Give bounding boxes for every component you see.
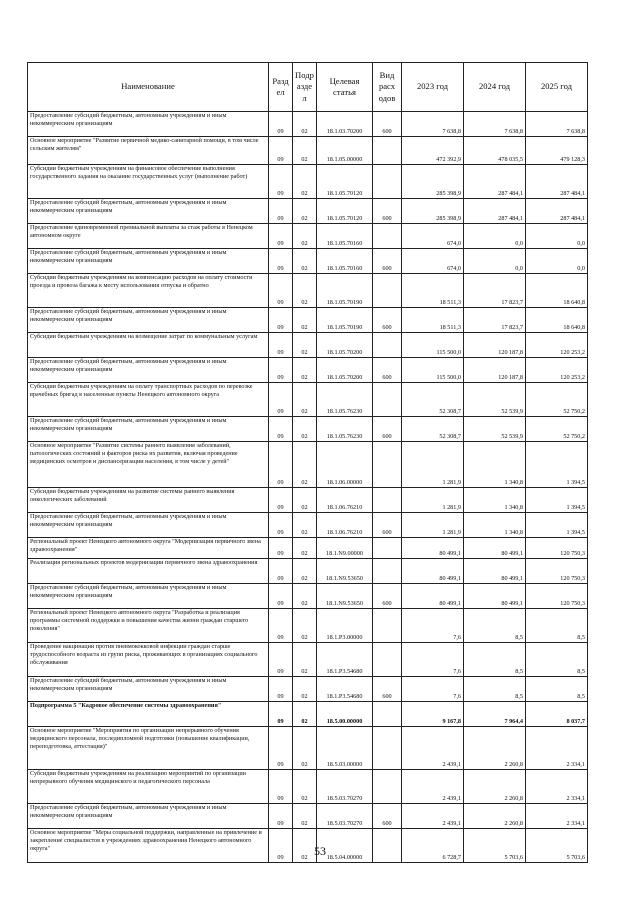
row-target-cell: 18.1.06.00000	[317, 442, 373, 488]
row-y2023-cell: 7 638,8	[402, 112, 464, 137]
table-row	[28, 308, 588, 333]
row-y2024-cell: 5 703,6	[464, 829, 526, 863]
row-razdel-cell: 09	[269, 727, 293, 770]
row-target-cell: 18.1.P3.54680	[317, 677, 373, 702]
row-razdel-cell: 09	[269, 770, 293, 804]
row-y2024-cell: 1 340,8	[464, 442, 526, 488]
row-vid-cell	[373, 770, 402, 804]
row-name-cell: Предоставление субсидий бюджетным, автономным учреждениям и иным некоммерческим организациям	[28, 804, 269, 829]
row-name-cell: Предоставление субсидий бюджетным, автономным учреждениям и иным некоммерческим организациям	[28, 308, 269, 333]
row-podrazdel-cell: 02	[293, 137, 317, 165]
row-vid-cell: 600	[373, 513, 402, 538]
row-y2025-cell: 0,0	[526, 249, 588, 274]
row-podrazdel-cell: 02	[293, 538, 317, 559]
row-y2025-cell: 18 640,8	[526, 308, 588, 333]
table-row	[28, 112, 588, 137]
row-y2023-cell: 285 398,9	[402, 199, 464, 224]
row-vid-cell: 600	[373, 112, 402, 137]
table-row	[28, 333, 588, 358]
row-razdel-cell: 09	[269, 804, 293, 829]
row-razdel-cell: 09	[269, 274, 293, 308]
row-podrazdel-cell: 02	[293, 488, 317, 513]
table-row	[28, 677, 588, 702]
row-target-cell: 18.1.05.70160	[317, 224, 373, 249]
header-target: Целевая статья	[317, 63, 373, 112]
row-vid-cell: 600	[373, 417, 402, 442]
row-target-cell: 18.1.P3.00000	[317, 609, 373, 643]
row-name-cell: Основное мероприятие "Мероприятия по организации непрерывного обучения медицинского персонала, последипломной подготовки (повышение квалификации, переподготовка, аттестация)"	[28, 727, 269, 770]
row-y2023-cell: 2 439,1	[402, 727, 464, 770]
row-razdel-cell: 09	[269, 488, 293, 513]
row-target-cell: 18.5.03.00000	[317, 727, 373, 770]
row-razdel-cell: 09	[269, 333, 293, 358]
row-y2025-cell: 7 638,8	[526, 112, 588, 137]
row-y2023-cell: 115 500,0	[402, 358, 464, 383]
row-y2024-cell: 1 340,8	[464, 513, 526, 538]
row-y2025-cell: 120 750,3	[526, 584, 588, 609]
row-y2024-cell: 7 964,4	[464, 702, 526, 727]
row-razdel-cell: 09	[269, 358, 293, 383]
row-razdel-cell: 09	[269, 442, 293, 488]
row-y2023-cell: 18 511,3	[402, 308, 464, 333]
row-razdel-cell: 09	[269, 609, 293, 643]
row-y2024-cell: 287 484,1	[464, 199, 526, 224]
row-y2024-cell: 287 484,1	[464, 165, 526, 199]
table-row	[28, 383, 588, 417]
row-vid-cell	[373, 383, 402, 417]
table-row	[28, 358, 588, 383]
table-row	[28, 249, 588, 274]
row-podrazdel-cell: 02	[293, 274, 317, 308]
row-y2025-cell: 52 750,2	[526, 417, 588, 442]
row-vid-cell: 600	[373, 308, 402, 333]
row-y2024-cell: 17 823,7	[464, 308, 526, 333]
row-name-cell: Основное мероприятие "Развитие первичной медико-санитарной помощи, в том числе сельским жителям"	[28, 137, 269, 165]
row-target-cell: 18.1.06.76210	[317, 488, 373, 513]
row-y2024-cell: 52 539,9	[464, 383, 526, 417]
row-vid-cell	[373, 165, 402, 199]
row-y2025-cell: 1 394,5	[526, 442, 588, 488]
row-name-cell: Субсидии бюджетным учреждениям на реализацию мероприятий по организации непрерывного обучения медицинского и педагогического персонала	[28, 770, 269, 804]
row-name-cell: Предоставление субсидий бюджетным, автономным учреждениям и иным некоммерческим организациям	[28, 199, 269, 224]
row-y2025-cell: 0,0	[526, 224, 588, 249]
row-y2024-cell: 8,5	[464, 643, 526, 677]
row-razdel-cell: 09	[269, 199, 293, 224]
row-y2023-cell: 1 281,9	[402, 513, 464, 538]
page-number: 53	[314, 844, 326, 858]
row-vid-cell	[373, 643, 402, 677]
row-y2025-cell: 8,5	[526, 677, 588, 702]
table-row	[28, 137, 588, 165]
table-row	[28, 538, 588, 559]
header-2024: 2024 год	[464, 63, 526, 112]
table-row	[28, 224, 588, 249]
row-target-cell: 18.5.03.70270	[317, 804, 373, 829]
row-target-cell: 18.1.N9.53650	[317, 584, 373, 609]
row-razdel-cell: 09	[269, 249, 293, 274]
row-y2024-cell: 80 499,1	[464, 538, 526, 559]
row-vid-cell	[373, 274, 402, 308]
row-razdel-cell: 09	[269, 165, 293, 199]
row-name-cell: Предоставление единовременной премиальной выплаты за стаж работы в Ненецком автономном округе	[28, 224, 269, 249]
row-podrazdel-cell: 02	[293, 358, 317, 383]
row-y2023-cell: 115 500,0	[402, 333, 464, 358]
row-y2023-cell: 52 308,7	[402, 417, 464, 442]
row-target-cell: 18.1.03.70200	[317, 112, 373, 137]
row-podrazdel-cell: 02	[293, 333, 317, 358]
row-target-cell: 18.1.05.00000	[317, 137, 373, 165]
row-y2024-cell: 120 187,8	[464, 333, 526, 358]
row-razdel-cell: 09	[269, 417, 293, 442]
row-name-cell: Субсидии бюджетным учреждениям на оплату транспортных расходов по перевозке врачебных бригад в населенные пункты Ненецкого автономного округа	[28, 383, 269, 417]
row-name-cell: Предоставление субсидий бюджетным, автономным учреждениям и иным некоммерческим организациям	[28, 417, 269, 442]
row-y2023-cell: 52 308,7	[402, 383, 464, 417]
row-y2023-cell: 80 499,1	[402, 538, 464, 559]
row-razdel-cell: 09	[269, 513, 293, 538]
row-y2025-cell: 479 128,3	[526, 137, 588, 165]
row-razdel-cell: 09	[269, 643, 293, 677]
row-y2024-cell: 80 499,1	[464, 559, 526, 584]
row-podrazdel-cell: 02	[293, 584, 317, 609]
budget-table	[27, 62, 588, 863]
row-y2024-cell: 120 187,8	[464, 358, 526, 383]
row-podrazdel-cell: 02	[293, 383, 317, 417]
row-y2024-cell: 478 035,5	[464, 137, 526, 165]
row-y2023-cell: 1 281,9	[402, 488, 464, 513]
row-target-cell: 18.1.05.70120	[317, 165, 373, 199]
row-podrazdel-cell: 02	[293, 165, 317, 199]
row-y2025-cell: 287 484,1	[526, 165, 588, 199]
row-vid-cell	[373, 559, 402, 584]
row-vid-cell: 600	[373, 584, 402, 609]
row-podrazdel-cell: 02	[293, 559, 317, 584]
row-y2025-cell: 5 703,6	[526, 829, 588, 863]
row-target-cell: 18.1.05.70160	[317, 249, 373, 274]
row-target-cell: 18.1.N9.53650	[317, 559, 373, 584]
row-y2024-cell: 0,0	[464, 249, 526, 274]
row-razdel-cell: 09	[269, 383, 293, 417]
row-name-cell: Субсидии бюджетным учреждениям на компенсацию расходов на оплату стоимости проезда и провоза багажа к месту использования отпуска и обратно	[28, 274, 269, 308]
row-name-cell: Основное мероприятие "Меры социальной поддержки, направленные на привлечение и закрепление специалистов в учреждениях здравоохранения Ненецкого автономного округа"	[28, 829, 269, 863]
row-y2025-cell: 120 750,3	[526, 559, 588, 584]
row-target-cell: 18.1.05.70190	[317, 308, 373, 333]
row-target-cell: 18.1.05.70200	[317, 358, 373, 383]
row-y2023-cell: 18 511,3	[402, 274, 464, 308]
table-row	[28, 702, 588, 727]
row-y2024-cell: 2 260,8	[464, 727, 526, 770]
row-podrazdel-cell: 02	[293, 417, 317, 442]
row-y2023-cell: 1 281,9	[402, 442, 464, 488]
row-razdel-cell: 09	[269, 559, 293, 584]
row-y2025-cell: 120 750,3	[526, 538, 588, 559]
row-vid-cell	[373, 488, 402, 513]
row-y2025-cell: 1 394,5	[526, 488, 588, 513]
row-podrazdel-cell: 02	[293, 199, 317, 224]
row-vid-cell: 600	[373, 677, 402, 702]
row-target-cell: 18.1.05.70200	[317, 333, 373, 358]
row-razdel-cell: 09	[269, 137, 293, 165]
row-name-cell: Проведение вакцинации против пневмококковой инфекции граждан старше трудоспособного возраста из групп риска, проживающих в организациях социального обслуживания	[28, 643, 269, 677]
row-target-cell: 18.1.05.76230	[317, 417, 373, 442]
header-2025: 2025 год	[526, 63, 588, 112]
row-podrazdel-cell: 02	[293, 308, 317, 333]
row-podrazdel-cell: 02	[293, 804, 317, 829]
row-name-cell: Основное мероприятие "Развитие системы раннего выявления заболеваний, патологических состояний и факторов риска их развития, включая проведение медицинских осмотров и диспансеризации населения, в том числе у детей"	[28, 442, 269, 488]
row-name-cell: Подпрограмма 5 "Кадровое обеспечение системы здравоохранения"	[28, 702, 269, 727]
row-y2023-cell: 80 499,1	[402, 584, 464, 609]
row-target-cell: 18.1.05.70120	[317, 199, 373, 224]
row-y2023-cell: 2 439,1	[402, 804, 464, 829]
row-name-cell: Предоставление субсидий бюджетным, автономным учреждениям и иным некоммерческим организациям	[28, 358, 269, 383]
row-y2024-cell: 52 539,9	[464, 417, 526, 442]
row-razdel-cell: 09	[269, 538, 293, 559]
row-vid-cell: 600	[373, 249, 402, 274]
row-y2023-cell: 674,0	[402, 249, 464, 274]
row-podrazdel-cell: 02	[293, 770, 317, 804]
row-razdel-cell: 09	[269, 677, 293, 702]
row-razdel-cell: 09	[269, 702, 293, 727]
row-y2025-cell: 120 253,2	[526, 358, 588, 383]
row-vid-cell	[373, 333, 402, 358]
row-razdel-cell: 09	[269, 112, 293, 137]
row-y2024-cell: 80 499,1	[464, 584, 526, 609]
row-vid-cell	[373, 702, 402, 727]
table-row	[28, 584, 588, 609]
row-y2025-cell: 52 750,2	[526, 383, 588, 417]
row-y2024-cell: 1 340,8	[464, 488, 526, 513]
header-name: Наименование	[28, 63, 269, 112]
row-y2025-cell: 8 037,7	[526, 702, 588, 727]
table-row	[28, 199, 588, 224]
row-name-cell: Региональный проект Ненецкого автономного округа "Разработка и реализация программы системной поддержки и повышения качества жизни граждан старшего поколения"	[28, 609, 269, 643]
row-y2024-cell: 0,0	[464, 224, 526, 249]
row-y2025-cell: 18 640,8	[526, 274, 588, 308]
row-vid-cell	[373, 727, 402, 770]
row-y2025-cell: 1 394,5	[526, 513, 588, 538]
table-body	[28, 112, 588, 863]
row-y2024-cell: 17 823,7	[464, 274, 526, 308]
row-y2023-cell: 6 728,7	[402, 829, 464, 863]
row-razdel-cell: 09	[269, 584, 293, 609]
row-vid-cell	[373, 538, 402, 559]
row-target-cell: 18.1.N9.00000	[317, 538, 373, 559]
row-name-cell: Субсидии бюджетным учреждениям на развитие системы раннего выявления онкологических заболеваний	[28, 488, 269, 513]
row-name-cell: Предоставление субсидий бюджетным, автономным учреждениям и иным некоммерческим организациям	[28, 513, 269, 538]
row-y2024-cell: 2 260,8	[464, 804, 526, 829]
row-name-cell: Региональный проект Ненецкого автономного округа "Модернизация первичного звена здравоохранения"	[28, 538, 269, 559]
row-name-cell: Реализация региональных проектов модернизации первичного звена здравоохранения	[28, 559, 269, 584]
table-row	[28, 442, 588, 488]
row-podrazdel-cell: 02	[293, 224, 317, 249]
row-name-cell: Субсидии бюджетным учреждениям на финансовое обеспечение выполнения государственного задания на оказание государственных услуг (выполнение работ)	[28, 165, 269, 199]
header-razdel: Разд ел	[269, 63, 293, 112]
row-podrazdel-cell: 02	[293, 702, 317, 727]
row-target-cell: 18.1.06.76210	[317, 513, 373, 538]
table-row	[28, 804, 588, 829]
row-y2025-cell: 287 484,1	[526, 199, 588, 224]
row-y2024-cell: 2 260,8	[464, 770, 526, 804]
row-y2023-cell: 9 167,8	[402, 702, 464, 727]
row-name-cell: Предоставление субсидий бюджетным, автономным учреждениям и иным некоммерческим организациям	[28, 249, 269, 274]
row-vid-cell: 600	[373, 358, 402, 383]
row-y2024-cell: 8,5	[464, 609, 526, 643]
row-vid-cell: 600	[373, 804, 402, 829]
row-razdel-cell: 09	[269, 829, 293, 863]
row-vid-cell	[373, 609, 402, 643]
row-y2023-cell: 285 398,9	[402, 165, 464, 199]
row-y2024-cell: 8,5	[464, 677, 526, 702]
row-vid-cell	[373, 442, 402, 488]
row-target-cell: 18.5.00.00000	[317, 702, 373, 727]
row-podrazdel-cell: 02	[293, 677, 317, 702]
row-y2023-cell: 7,6	[402, 609, 464, 643]
table-row	[28, 770, 588, 804]
row-podrazdel-cell: 02	[293, 829, 317, 863]
row-target-cell: 18.5.03.70270	[317, 770, 373, 804]
row-target-cell: 18.1.05.70190	[317, 274, 373, 308]
table-row	[28, 513, 588, 538]
table-row	[28, 559, 588, 584]
row-podrazdel-cell: 02	[293, 609, 317, 643]
row-y2025-cell: 120 253,2	[526, 333, 588, 358]
row-vid-cell	[373, 137, 402, 165]
row-y2025-cell: 2 334,1	[526, 770, 588, 804]
row-y2023-cell: 674,0	[402, 224, 464, 249]
row-razdel-cell: 09	[269, 224, 293, 249]
row-y2023-cell: 2 439,1	[402, 770, 464, 804]
row-target-cell: 18.5.04.00000	[317, 829, 373, 863]
row-target-cell: 18.1.P3.54680	[317, 643, 373, 677]
row-razdel-cell: 09	[269, 308, 293, 333]
row-y2023-cell: 472 392,9	[402, 137, 464, 165]
table-row	[28, 274, 588, 308]
row-target-cell: 18.1.05.76230	[317, 383, 373, 417]
header-2023: 2023 год	[402, 63, 464, 112]
row-name-cell: Предоставление субсидий бюджетным, автономным учреждениям и иным некоммерческим организациям	[28, 677, 269, 702]
table-row	[28, 165, 588, 199]
table-row	[28, 609, 588, 643]
row-podrazdel-cell: 02	[293, 643, 317, 677]
row-vid-cell	[373, 224, 402, 249]
table-row	[28, 488, 588, 513]
row-y2025-cell: 8,5	[526, 609, 588, 643]
table-row	[28, 643, 588, 677]
row-name-cell: Предоставление субсидий бюджетным, автономным учреждениям и иным некоммерческим организациям	[28, 584, 269, 609]
header-podrazdel: Подр азде л	[293, 63, 317, 112]
table-row	[28, 727, 588, 770]
row-podrazdel-cell: 02	[293, 513, 317, 538]
row-y2023-cell: 7,6	[402, 677, 464, 702]
table-header-row	[28, 63, 588, 112]
row-y2023-cell: 80 499,1	[402, 559, 464, 584]
row-name-cell: Субсидии бюджетным учреждениям на возмещение затрат по коммунальным услугам	[28, 333, 269, 358]
row-y2025-cell: 8,5	[526, 643, 588, 677]
row-podrazdel-cell: 02	[293, 727, 317, 770]
row-podrazdel-cell: 02	[293, 442, 317, 488]
row-y2025-cell: 2 334,1	[526, 727, 588, 770]
row-y2024-cell: 7 638,8	[464, 112, 526, 137]
row-podrazdel-cell: 02	[293, 249, 317, 274]
row-podrazdel-cell: 02	[293, 112, 317, 137]
row-y2025-cell: 2 334,1	[526, 804, 588, 829]
table-row	[28, 417, 588, 442]
header-vid: Вид расх одов	[373, 63, 402, 112]
row-vid-cell: 600	[373, 199, 402, 224]
row-y2023-cell: 7,6	[402, 643, 464, 677]
row-name-cell: Предоставление субсидий бюджетным, автономным учреждениям и иным некоммерческим организациям	[28, 112, 269, 137]
